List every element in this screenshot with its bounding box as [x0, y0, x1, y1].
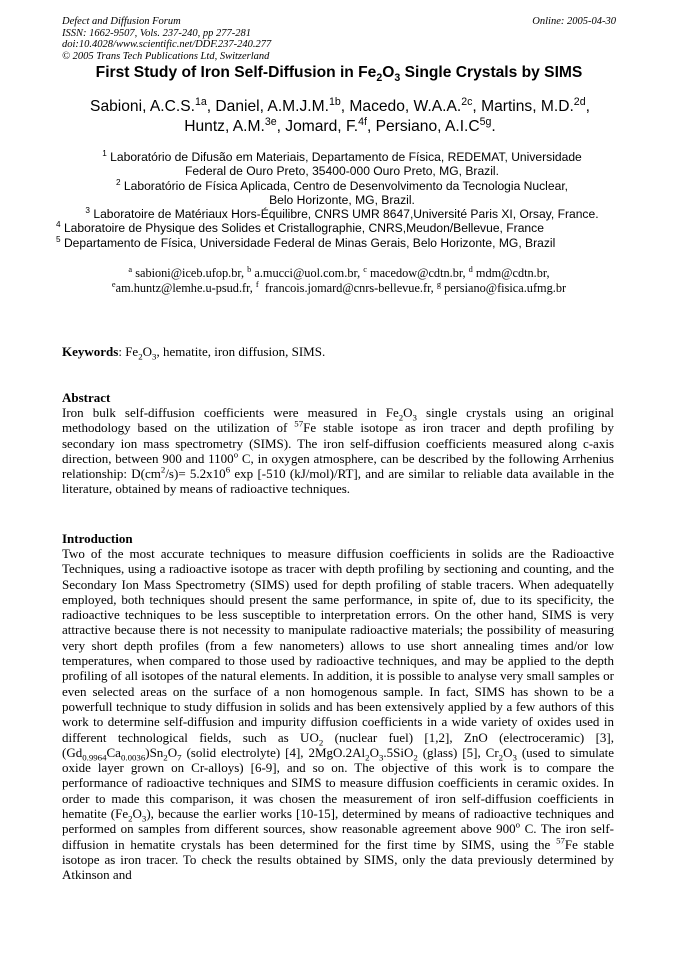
author: Macedo, W.A.A.$^{2c}$, [349, 95, 482, 115]
journal-header [62, 16, 616, 62]
abstract-heading: Abstract [62, 390, 111, 405]
copyright-line: © 2005 Trans Tech Publications Ltd, Switzerland [62, 50, 270, 62]
paper-title: First Study of Iron Self-Diffusion in $Fe_2O_3$ Single Crystals by SIMS [95, 64, 583, 85]
affiliation-3: $^3$ Laboratoire de Matériaux Hors-Équilibre, CNRS UMR 8647,Université Paris XI, Orsay, France. [85, 206, 599, 222]
author: Sabioni, A.C.S.$^{1a}$, [90, 95, 216, 115]
journal-name: Defect and Diffusion Forum [62, 16, 181, 27]
email-c[interactable]: macedow@cdtn.br, [370, 266, 466, 280]
affiliation-2: $^2$ Laboratório de Física Aplicada, Centro de Desenvolvimento da Tecnologia Nuclear, [115, 177, 569, 193]
affiliations [56, 150, 628, 250]
issn-line: ISSN: 1662-9507, Vols. 237-240, pp 277-281 [62, 27, 251, 39]
author: Jomard, F.$^{4f}$, [285, 115, 376, 135]
author-list [90, 97, 590, 137]
keywords: Keywords: $Fe_2O_3$, hematite, iron diffusion, SIMS. [62, 344, 326, 362]
introduction-heading: Introduction [62, 531, 133, 546]
affiliation-1-cont: Federal de Ouro Preto, 35400-000 Ouro Preto, MG, Brazil. [185, 164, 499, 179]
doi-line[interactable]: doi:10.4028/www.scientific.net/DDF.237-240.277 [62, 39, 272, 51]
introduction-body: Two of the most accurate techniques to measure diffusion coefficients in solids are the Radioactive Techniques, using a radioactive isotope as tracer with depth profiling by sectioning and counting, and the Secondary Ion Mass Spectrometry (SIMS) used for depth profiling of stable tracers. When adequatelly employed, both techniques should present the same performance, in spite of, due to its specificity, the radioactive techniques to be less susceptible to interpretation errors. On the other hand, SIMS is very attractive because there is not necessity to manipulate radioactive materials; the possibility of measuring very short depth profiles (from a few nanometers) allows to use short annealing times and/or low temperatures, when compared to those used by radioactive techniques, and may be applied to the depth profiling of all isotopes of the natural elements. In addition, it is possible to analyse very small samples or even selected areas on the surface of a non homogenous sample. In fact, SIMS has shown to be a powerfull technique to study diffusion in solids and has been extensively applied by a few authors of this work to determine self-diffusion and impurity diffusion coefficients in a wide variety of oxides used in different technological fields, such as $UO_2$ (nuclear fuel) [1,2], ZnO (electroceramic) [3], $(Gd_{0.9964}Ca_{0.0036})Sn_2O_7$ (solid electrolyte) [4], $2MgO.2Al_2O_3.5SiO_2$ (glass) [5], $Cr_2O_3$ (used to simulate oxide layer grown on Cr-alloys) [6-9], and so on. The objective of this work is to compare the performance of radioactive techniques and SIMS to measure diffusion coefficients in ceramic oxides. In order to made this comparison, it was chosen the measurement of iron self-diffusion coefficients in hematite $(Fe_2O_3)$, because the earlier works [10-15], determined by means of radioactive techniques and performed on samples from different sources, show reasonable agreement above 900$^o$ C. The iron self-diffusion in hematite crystals has been determined for the first time by SIMS, using the $^{57}$Fe stable isotope as iron tracer. To check the results obtained by SIMS, only the data previously determined by Atkinson and [62, 546, 614, 883]
author: Martins, M.D.$^{2d}$, [481, 95, 590, 115]
email-g[interactable]: persiano@fisica.ufmg.br [444, 280, 567, 295]
email-line-2: $^e$am.huntz@lemhe.u-psud.fr, $^f$ francois.jomard@cnrs-bellevue.fr, $^g$ persiano@fisica.ufmg.br [111, 279, 567, 295]
online-date: Online: 2005-04-30 [532, 16, 616, 27]
email-a[interactable]: sabioni@iceb.ufop.br, [135, 266, 245, 280]
abstract-body: Iron bulk self-diffusion coefficients were measured in $Fe_2O_3$ single crystals using an original methodology based on the utilization of $^{57}$Fe stable isotope as iron tracer and depth profiling by secondary ion mass spectrometry (SIMS). The iron self-diffusion coefficients measured along c-axis direction, between 900 and 1100$^o$ C, in oxygen atmosphere, can be described by the following Arrhenius relationship: $D(cm^2/s)= 5.2x10^6$ exp [-510 (kJ/mol)/RT], and are similar to reliable data available in the literature, obtained by means of radioactive techniques. [62, 405, 614, 497]
email-line-1: $^a$ sabioni@iceb.ufop.br, $^b$ a.mucci@uol.com.br, $^c$ macedow@cdtn.br, $^d$ mdm@cdtn.br, [128, 264, 550, 280]
affiliation-1: $^1$ Laboratório de Difusão em Materiais, Departamento de Física, REDEMAT, Universidade [102, 148, 582, 164]
email-f[interactable]: francois.jomard@cnrs-bellevue.fr, [264, 280, 434, 295]
affiliation-5: $^5$ Departamento de Física, Universidade Federal de Minas Gerais, Belo Horizonte, MG, Brazil [56, 234, 556, 250]
author: Huntz, A.M.$^{3e}$, [184, 115, 286, 135]
author: Persiano, $A.I.C^{5g}$. [375, 115, 496, 135]
author-emails [62, 266, 616, 296]
affiliation-2-cont: Belo Horizonte, MG, Brazil. [269, 192, 415, 207]
email-e[interactable]: am.huntz@lemhe.u-psud.fr, [115, 280, 253, 295]
email-b[interactable]: a.mucci@uol.com.br, [254, 266, 361, 280]
affiliation-4: $^4$ Laboratoire de Physique des Solides et Cristallographie, CNRS,Meudon/Bellevue, France [56, 220, 544, 236]
keywords-label: Keywords [62, 344, 119, 359]
author: Daniel, A.M.J.M.$^{1b}$, [215, 95, 350, 115]
email-d[interactable]: mdm@cdtn.br, [475, 266, 550, 280]
